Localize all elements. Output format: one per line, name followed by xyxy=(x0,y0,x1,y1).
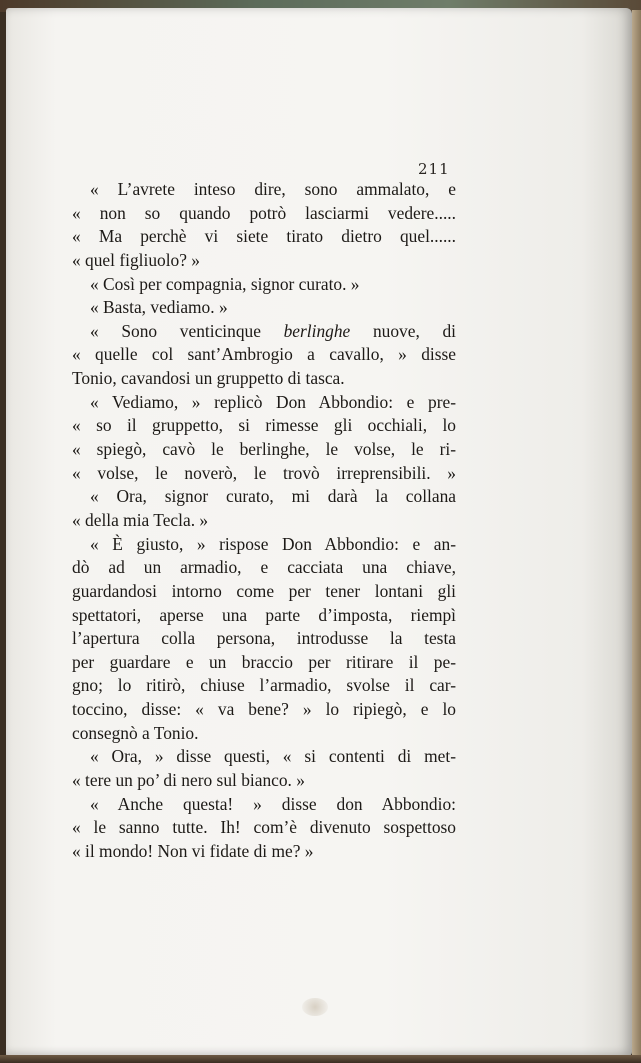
paper-stain xyxy=(302,998,328,1016)
italic-word: berlinghe xyxy=(283,320,351,341)
page-number: 211 xyxy=(418,160,450,178)
text-line: Tonio, cavandosi un gruppetto di tasca. xyxy=(72,368,345,389)
text-line: guardandosi intorno come per tener lontani gli xyxy=(72,580,456,601)
text-line: « Ora, signor curato, mi darà la collana xyxy=(90,486,456,507)
text-line: « L’avrete inteso dire, sono ammalato, e xyxy=(90,179,456,199)
text-line: toccino, disse: « va bene? » lo ripiegò, e lo xyxy=(72,699,456,720)
text-line: l’apertura colla persona, introdusse la testa xyxy=(72,628,456,649)
text-line: « È giusto, » rispose Don Abbondio: e an- xyxy=(90,533,456,554)
text-line: « Così per compagnia, signor curato. » xyxy=(90,273,360,294)
text-line: « della mia Tecla. » xyxy=(72,509,209,530)
text-line: « volse, le noverò, le trovò irreprensibili. » xyxy=(72,462,456,483)
text-line: consegnò a Tonio. xyxy=(72,722,199,743)
text-line: « Vediamo, » replicò Don Abbondio: e pre- xyxy=(90,391,456,412)
text-line: « tere un po’ di nero sul bianco. » xyxy=(72,770,305,791)
page-bottom-edge xyxy=(0,1055,641,1063)
text-line: « quelle col sant’Ambrogio a cavallo, » disse xyxy=(72,344,456,365)
text-line: « spiegò, cavò le berlinghe, le volse, le ri- xyxy=(72,439,456,460)
text-line: « Anche questa! » disse don Abbondio: xyxy=(90,793,456,814)
text-line: « il mondo! Non vi fidate di me? » xyxy=(72,840,314,861)
text-line: gno; lo ritirò, chiuse l’armadio, svolse il car- xyxy=(72,675,456,696)
text-block xyxy=(72,178,456,864)
text-line: per guardare e un braccio per ritirare il pe- xyxy=(72,651,456,672)
text-line: dò ad un armadio, e cacciata una chiave, xyxy=(72,557,456,578)
text-line: « Ma perchè vi siete tirato dietro quel...... xyxy=(72,226,456,247)
text-line: « non so quando potrò lasciarmi vedere..... xyxy=(72,202,456,223)
text-line: « Sono venticinque berlinghe nuove, di xyxy=(90,320,456,341)
page-edge xyxy=(632,10,641,1060)
text-line: « quel figliuolo? » xyxy=(72,249,200,270)
text-line: spettatori, aperse una parte d’imposta, riempì xyxy=(72,604,456,625)
text-line: « Basta, vediamo. » xyxy=(90,297,228,318)
text-line: « so il gruppetto, si rimesse gli occhiali, lo xyxy=(72,415,456,436)
text-line: « le sanno tutte. Ih! com’è divenuto sospettoso xyxy=(72,817,456,838)
text-line: « Ora, » disse questi, « si contenti di met- xyxy=(90,746,456,767)
